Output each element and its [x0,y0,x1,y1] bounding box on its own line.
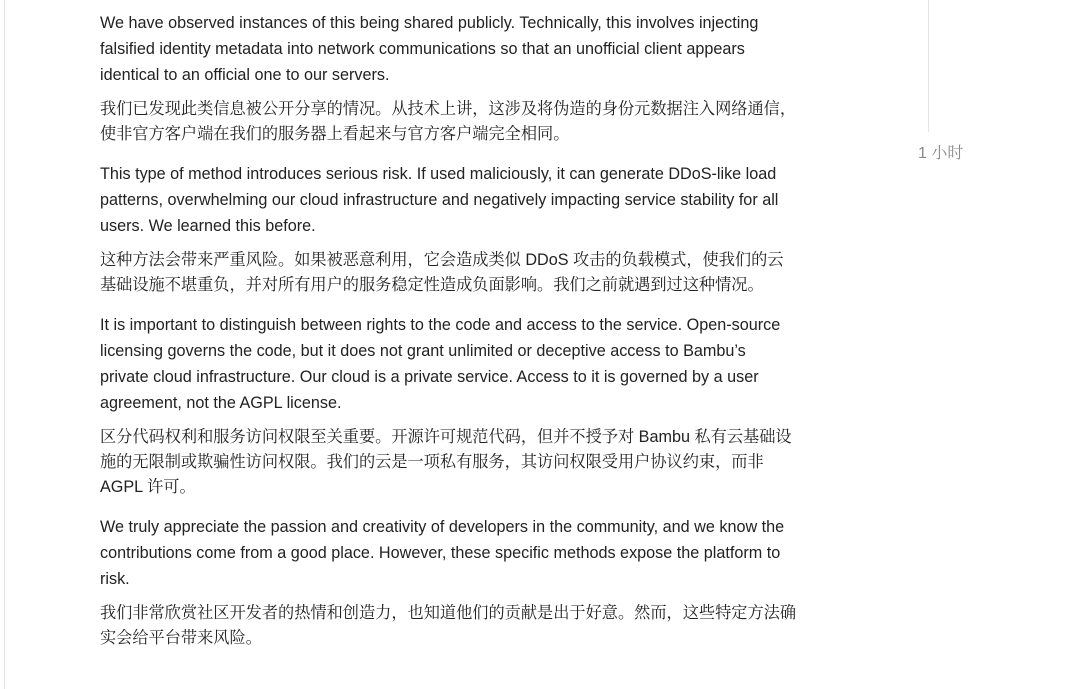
paragraph-zh-3: 区分代码权利和服务访问权限至关重要。开源许可规范代码，但并不授予对 Bambu 私有云基础设 施的无限制或欺骗性访问权限。我们的云是一项私有服务，其访问权限受用户协议约束，而非 AGPL 许可。 [100,428,792,496]
post-body [100,10,860,651]
paragraph-zh-2: 这种方法会带来严重风险。如果被恶意利用，它会造成类似 DDoS 攻击的负载模式，使我们的云 基础设施不堪重负，并对所有用户的服务稳定性造成负面影响。我们之前就遇到过这种情况。 [100,251,784,294]
timeline-scroller-rail[interactable] [928,0,929,132]
paragraph-en-1: We have observed instances of this being shared publicly. Technically, this involves injecting falsified identity metadata into network communications so that an unofficial client appears identical to an official one to our servers. [100,14,759,84]
paragraph-en-3: It is important to distinguish between rights to the code and access to the service. Open-source licensing governs the code, but it does not grant unlimited or deceptive access to Bambu’s private cloud infrastructure. Our cloud is a private service. Access to it is governed by a user agreement, not the AGPL license. [100,316,781,412]
left-border [4,0,5,689]
paragraph-zh-1: 我们已发现此类信息被公开分享的情况。从技术上讲，这涉及将伪造的身份元数据注入网络通信， 使非官方客户端在我们的服务器上看起来与官方客户端完全相同。 [100,100,797,143]
paragraph-en-2: This type of method introduces serious risk. If used maliciously, it can generate DDoS-like load patterns, overwhelming our cloud infrastructure and negatively impacting service stability for all users. We learned this before. [100,165,779,235]
paragraph-zh-4: 我们非常欣赏社区开发者的热情和创造力，也知道他们的贡献是出于好意。然而，这些特定方法确 实会给平台带来风险。 [100,604,797,647]
paragraph-en-4: We truly appreciate the passion and creativity of developers in the community, and we know the contributions come from a good place. However, these specific methods expose the platform to risk. [100,518,785,588]
timeline-timestamp[interactable]: 1 小时 [918,145,964,162]
